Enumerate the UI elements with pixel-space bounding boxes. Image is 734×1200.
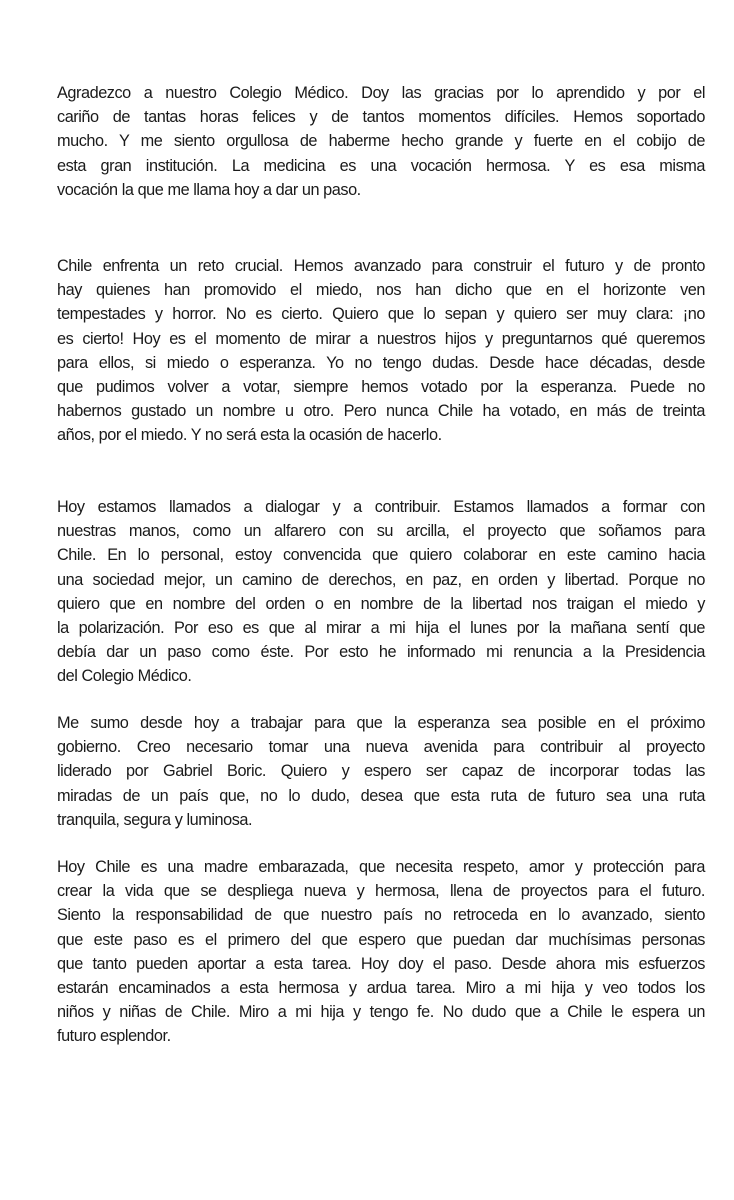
text-line: años, por el miedo. Y no será esta la ocasión de hacerlo.: [57, 426, 442, 445]
text-line: liderado por Gabriel Boric. Quiero y espero ser capaz de incorporar todas las: [57, 762, 705, 781]
text-line: nuestras manos, como un alfarero con su arcilla, el proyecto que soñamos para: [57, 522, 705, 541]
text-line: es cierto! Hoy es el momento de mirar a nuestros hijos y preguntarnos qué queremos: [57, 329, 705, 348]
text-line: Hoy estamos llamados a dialogar y a contribuir. Estamos llamados a formar con: [57, 498, 705, 516]
text-line: Hoy Chile es una madre embarazada, que necesita respeto, amor y protección para: [57, 858, 705, 876]
text-line: cariño de tantas horas felices y de tantos momentos difíciles. Hemos soportado: [57, 108, 705, 127]
text-line: la polarización. Por eso es que al mirar a mi hija el lunes por la mañana sentí que: [57, 618, 705, 637]
paragraph-3: [57, 495, 705, 689]
text-line: quiero que en nombre del orden o en nombre de la libertad nos traigan el miedo y: [57, 594, 705, 613]
text-line: tranquila, segura y luminosa.: [57, 810, 253, 829]
text-line: que pudimos volver a votar, siempre hemos votado por la esperanza. Puede no: [57, 377, 705, 396]
text-line: del Colegio Médico.: [57, 667, 192, 686]
text-line: miradas de un país que, no lo dudo, desea que esta ruta de futuro sea una ruta: [57, 786, 705, 805]
text-line: Chile. En lo personal, estoy convencida que quiero colaborar en este camino hacia: [57, 546, 705, 565]
text-line: Chile enfrenta un reto crucial. Hemos avanzado para construir el futuro y de pronto: [57, 257, 705, 275]
text-line: tempestades y horror. No es cierto. Quiero que lo sepan y quiero ser muy clara: ¡no: [57, 305, 705, 324]
paragraph-2: [57, 254, 705, 448]
text-line: gobierno. Creo necesario tomar una nueva avenida para contribuir al proyecto: [57, 738, 705, 757]
text-line: debía dar un paso como éste. Por esto he informado mi renuncia a la Presidencia: [57, 643, 705, 662]
paragraph-1: [57, 81, 705, 202]
text-line: mucho. Y me siento orgullosa de haberme hecho grande y fuerte en el cobijo de: [57, 132, 705, 151]
text-line: Me sumo desde hoy a trabajar para que la esperanza sea posible en el próximo: [57, 714, 705, 732]
paragraph-4: [57, 711, 705, 832]
text-line: que este paso es el primero del que espero que puedan dar muchísimas personas: [57, 930, 705, 949]
text-line: para ellos, si miedo o esperanza. Yo no tengo dudas. Desde hace décadas, desde: [57, 353, 705, 372]
text-line: que tanto pueden aportar a esta tarea. Hoy doy el paso. Desde ahora mis esfuerzos: [57, 954, 705, 973]
text-line: Agradezco a nuestro Colegio Médico. Doy las gracias por lo aprendido y por el: [57, 84, 705, 102]
text-line: una sociedad mejor, un camino de derechos, en paz, en orden y libertad. Porque no: [57, 570, 705, 589]
text-line: hay quienes han promovido el miedo, nos han dicho que en el horizonte ven: [57, 281, 705, 300]
text-line: crear la vida que se despliega nueva y hermosa, llena de proyectos para el futuro.: [57, 882, 705, 901]
text-line: vocación la que me llama hoy a dar un paso.: [57, 180, 361, 199]
text-line: niños y niñas de Chile. Miro a mi hija y tengo fe. No dudo que a Chile le espera un: [57, 1003, 705, 1022]
text-line: futuro esplendor.: [57, 1027, 171, 1046]
text-line: esta gran institución. La medicina es una vocación hermosa. Y es esa misma: [57, 156, 705, 175]
paragraph-5: [57, 855, 705, 1049]
text-line: Siento la responsabilidad de que nuestro país no retroceda en lo avanzado, siento: [57, 906, 705, 925]
text-line: habernos gustado un nombre u otro. Pero nunca Chile ha votado, en más de treinta: [57, 402, 705, 421]
text-line: estarán encaminados a esta hermosa y ardua tarea. Miro a mi hija y veo todos los: [57, 978, 705, 997]
